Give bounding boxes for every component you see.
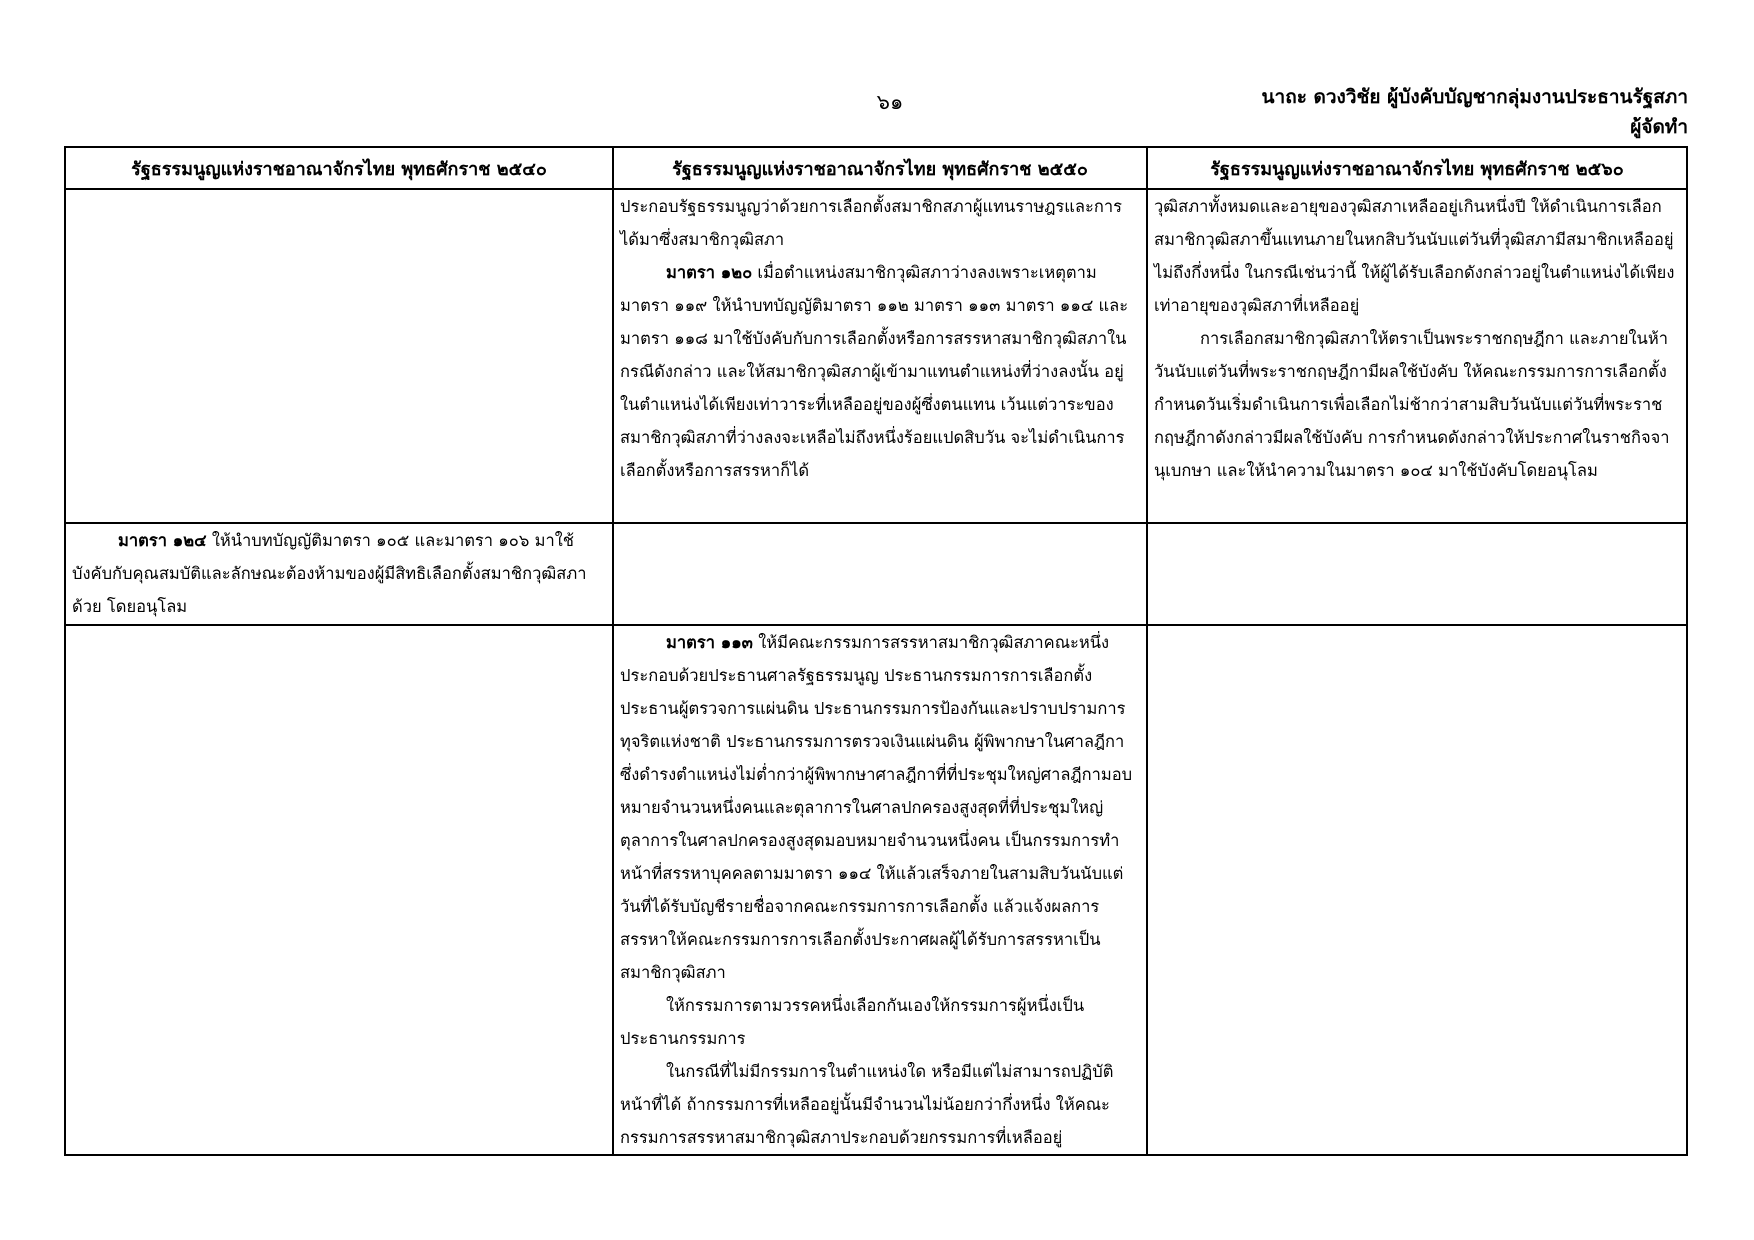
author-line: นาถะ ดวงวิชัย ผู้บังคับบัญชากลุ่มงานประธานรัฐสภา	[1261, 86, 1688, 108]
table-header-row	[65, 147, 1687, 189]
paragraph: การเลือกสมาชิกวุฒิสภาให้ตราเป็นพระราชกฤษฎีกา และภายในห้าวันนับแต่วันที่พระราชกฤษฎีกามีผลใช้บังคับ ให้คณะกรรมการการเลือกตั้งกำหนดวันเริ่มดำเนินการเพื่อเลือกไม่ช้ากว่าสามสิบวันนับแต่วันที่พระราชกฤษฎีกาดังกล่าวมีผลใช้บังคับ การกำหนดดังกล่าวให้ประกาศในราชกิจจานุเบกษา และให้นำความในมาตรา ๑๐๔ มาใช้บังคับโดยอนุโลม	[1154, 329, 1670, 480]
article-paragraph	[72, 524, 606, 623]
cell-2550	[613, 625, 1147, 1155]
cell-2540	[65, 189, 613, 523]
article-text: เมื่อตำแหน่งสมาชิกวุฒิสภาว่างลงเพราะเหตุตามมาตรา ๑๑๙ ให้นำบทบัญญัติมาตรา ๑๑๒ มาตรา ๑๑๓ มาตรา ๑๑๔ และมาตรา ๑๑๘ มาใช้บังคับกับการเลือกตั้งหรือการสรรหาสมาชิกวุฒิสภาในกรณีดังกล่าว และให้สมาชิกวุฒิสภาผู้เข้ามาแทนตำแหน่งที่ว่างลงนั้น อยู่ในตำแหน่งได้เพียงเท่าวาระที่เหลืออยู่ของผู้ซึ่งตนแทน เว้นแต่วาระของสมาชิกวุฒิสภาที่ว่างลงจะเหลือไม่ถึงหนึ่งร้อยแปดสิบวัน จะไม่ดำเนินการเลือกตั้งหรือการสรรหาก็ได้	[620, 263, 1129, 480]
column-header-2550: รัฐธรรมนูญแห่งราชอาณาจักรไทย พุทธศักราช ๒๕๕๐	[613, 147, 1147, 189]
column-header-2540: รัฐธรรมนูญแห่งราชอาณาจักรไทย พุทธศักราช ๒๕๔๐	[65, 147, 613, 189]
cell-2540	[65, 523, 613, 625]
article-text: ให้มีคณะกรรมการสรรหาสมาชิกวุฒิสภาคณะหนึ่ง ประกอบด้วยประธานศาลรัฐธรรมนูญ ประธานกรรมการการเลือกตั้ง ประธานผู้ตรวจการแผ่นดิน ประธานกรรมการป้องกันและปราบปรามการทุจริตแห่งชาติ ประธานกรรมการตรวจเงินแผ่นดิน ผู้พิพากษาในศาลฎีกาซึ่งดำรงตำแหน่งไม่ต่ำกว่าผู้พิพากษาศาลฎีกาที่ที่ประชุมใหญ่ศาลฎีกามอบหมายจำนวนหนึ่งคนและตุลาการในศาลปกครองสูงสุดที่ที่ประชุมใหญ่ตุลาการในศาลปกครองสูงสุดมอบหมายจำนวนหนึ่งคน เป็นกรรมการทำหน้าที่สรรหาบุคคลตามมาตรา ๑๑๔ ให้แล้วเสร็จภายในสามสิบวันนับแต่วันที่ได้รับบัญชีรายชื่อจากคณะกรรมการการเลือกตั้ง แล้วแจ้งผลการสรรหาให้คณะกรรมการการเลือกตั้งประกาศผลผู้ได้รับการสรรหาเป็นสมาชิกวุฒิสภา	[620, 633, 1133, 982]
article-text: ให้นำบทบัญญัติมาตรา ๑๐๕ และมาตรา ๑๐๖ มาใช้บังคับกับคุณสมบัติและลักษณะต้องห้ามของผู้มีสิทธิเลือกตั้งสมาชิกวุฒิสภาด้วย โดยอนุโลม	[72, 531, 587, 616]
author-block	[1262, 82, 1688, 142]
column-header-2560: รัฐธรรมนูญแห่งราชอาณาจักรไทย พุทธศักราช ๒๕๖๐	[1147, 147, 1687, 189]
article-number: มาตรา ๑๒๐	[666, 263, 753, 282]
page-number: ๖๑	[876, 90, 904, 114]
article-paragraph	[620, 626, 1140, 989]
comparison-table	[64, 146, 1688, 1156]
cell-2550	[613, 189, 1147, 523]
table-row	[65, 523, 1687, 625]
article-paragraph	[620, 256, 1140, 487]
cell-2540	[65, 625, 613, 1155]
cell-2550	[613, 523, 1147, 625]
cell-2560	[1147, 189, 1687, 523]
paragraph: ให้กรรมการตามวรรคหนึ่งเลือกกันเองให้กรรมการผู้หนึ่งเป็นประธานกรรมการ	[620, 996, 1085, 1048]
article-number: มาตรา ๑๒๔	[118, 531, 207, 550]
paragraph: วุฒิสภาทั้งหมดและอายุของวุฒิสภาเหลืออยู่เกินหนึ่งปี ให้ดำเนินการเลือกสมาชิกวุฒิสภาขึ้นแทนภายในหกสิบวันนับแต่วันที่วุฒิสภามีสมาชิกเหลืออยู่ไม่ถึงกึ่งหนึ่ง ในกรณีเช่นว่านี้ ให้ผู้ได้รับเลือกดังกล่าวอยู่ในตำแหน่งได้เพียงเท่าอายุของวุฒิสภาที่เหลืออยู่	[1154, 197, 1675, 315]
article-number: มาตรา ๑๑๓	[666, 633, 753, 652]
table-row	[65, 189, 1687, 523]
paragraph: ประกอบรัฐธรรมนูญว่าด้วยการเลือกตั้งสมาชิกสภาผู้แทนราษฎรและการได้มาซึ่งสมาชิกวุฒิสภา	[620, 197, 1123, 249]
author-role: ผู้จัดทำ	[1630, 116, 1688, 138]
table-row	[65, 625, 1687, 1155]
cell-2560	[1147, 625, 1687, 1155]
paragraph: ในกรณีที่ไม่มีกรรมการในตำแหน่งใด หรือมีแต่ไม่สามารถปฏิบัติหน้าที่ได้ ถ้ากรรมการที่เหลืออยู่นั้นมีจำนวนไม่น้อยกว่ากึ่งหนึ่ง ให้คณะกรรมการสรรหาสมาชิกวุฒิสภาประกอบด้วยกรรมการที่เหลืออยู่	[620, 1062, 1114, 1147]
cell-2560	[1147, 523, 1687, 625]
